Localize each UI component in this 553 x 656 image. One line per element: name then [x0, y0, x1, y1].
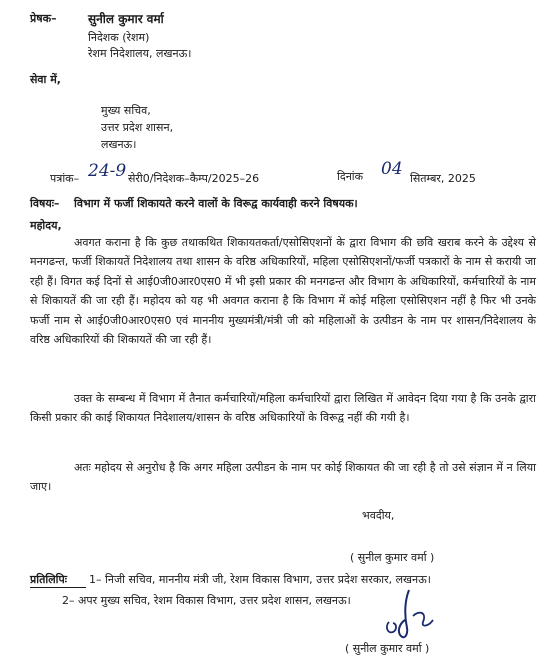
body-paragraph-1-text: अवगत कराना है कि कुछ तथाकथित शिकायतकर्ता/एसोसिएशनों के द्वारा विभाग की छवि खराब करने के उद्देश्य से मनगढन्त, फर्जी शिकायतें निदेशालय तथा शासन के वरिष्ठ अधिकारियों, महिला एसोसिएशनों/फर्जी पत्रकारों के नाम से करायी जा रही हैं। विगत कई दिनों से आई0जी0आर0एस0 में भी इसी प्रकार की मनगढन्त और विभाग के अधिकारियों, कर्मचारियों के नाम से शिकायतें की जा रही हैं। महोदय को यह भी अवगत कराना है कि विभाग में कोई महिला एसोसिएशन नहीं है फिर भी उनके फर्जी नाम से आई0जी0आर0एस0 एवं माननीय मुख्यमंत्री/मंत्री जी को महिलाओं के उत्पीडन के नाम पर शासन/निदेशालय के वरिष्ठ अधिकारियों की शिकायतें की जा रही हैं।	[30, 236, 536, 347]
date-handwritten-day: 04	[381, 159, 403, 179]
letter-ref-code: सेरी0/निदेशक–कैम्प/2025–26	[128, 172, 260, 185]
recipient-city: लखनऊ।	[101, 138, 137, 151]
sender-label: प्रेषक–	[30, 12, 57, 25]
closing-signatory: ( सुनील कुमार वर्मा )	[350, 551, 435, 564]
valediction: भवदीय,	[362, 509, 395, 522]
body-paragraph-3	[30, 458, 536, 497]
date-label: दिनांक	[337, 170, 364, 183]
copy-label-underline	[30, 587, 86, 588]
sender-office: रेशम निदेशालय, लखनऊ।	[88, 47, 192, 60]
subject-text: विभाग में फर्जी शिकायते करने वालों के विरूद्व कार्यवाही करने विषयक।	[74, 197, 358, 210]
copy-label: प्रतिलिपिः	[30, 573, 68, 586]
body-paragraph-3-text: अतः महोदय से अनुरोध है कि अगर महिला उत्पीडन के नाम पर कोई शिकायत की जा रही है तो उसे संज्ञान में न लिया जाए।	[30, 461, 536, 494]
letter-ref-handwritten-number: 24-9	[88, 161, 127, 181]
copy-item-1: 1– निजी सचिव, माननीय मंत्री जी, रेशम विकास विभाग, उत्तर प्रदेश सरकार, लखनऊ।	[89, 573, 431, 586]
body-paragraph-1	[30, 233, 536, 349]
salutation: महोदय,	[30, 219, 62, 232]
body-paragraph-2	[30, 389, 536, 428]
recipient-label: सेवा में,	[30, 73, 61, 86]
date-month-year: सितम्बर, 2025	[410, 172, 476, 185]
copy-item-2: 2– अपर मुख्य सचिव, रेशम विकास विभाग, उत्तर प्रदेश शासन, लखनऊ।	[62, 594, 351, 607]
handwritten-signature	[375, 586, 445, 644]
sender-name: सुनील कुमार वर्मा	[88, 12, 164, 26]
copy-signatory: ( सुनील कुमार वर्मा )	[345, 642, 430, 655]
recipient-office: उत्तर प्रदेश शासन,	[101, 121, 174, 134]
letter-ref-prefix: पत्रांक–	[50, 172, 80, 185]
body-paragraph-2-text: उक्त के सम्बन्ध में विभाग में तैनात कर्मचारियों/महिला कर्मचारियों द्वारा लिखित में आवेदन दिया गया है कि उनके द्वारा किसी प्रकार की काई शिकायत निदेशालय/शासन के वरिष्ठ अधिकारियों के विरूद्व नहीं की गयी है।	[30, 392, 536, 425]
sender-designation: निदेशक (रेशम)	[88, 31, 150, 44]
recipient-designation: मुख्य सचिव,	[101, 104, 151, 117]
subject-label: विषयः–	[30, 197, 60, 210]
